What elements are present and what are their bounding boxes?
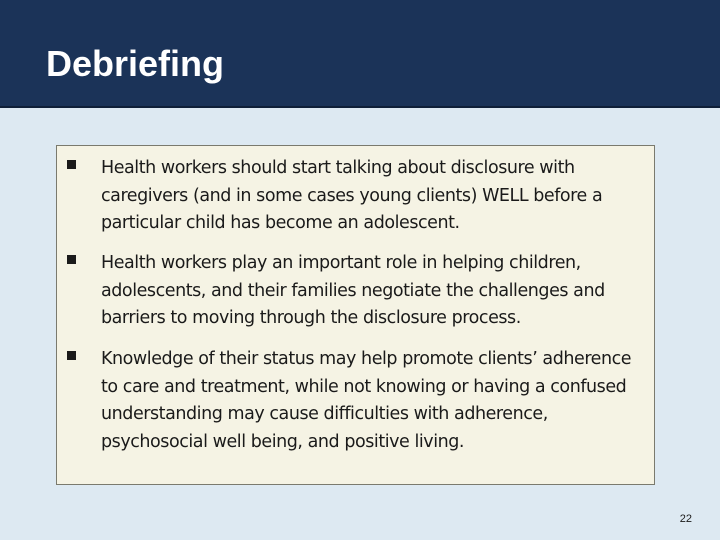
- bullet-text: Health workers should start talking about disclosure with caregivers (and in some cases young clients) WELL before a particular child has become an adolescent.: [101, 158, 603, 233]
- page-number: 22: [679, 513, 692, 525]
- bullet-text: Health workers play an important role in helping children, adolescents, and their families negotiate the challenges and barriers to moving through the disclosure process.: [101, 253, 605, 328]
- slide-title: Debriefing: [46, 43, 225, 84]
- square-bullet-icon: [66, 254, 77, 265]
- content-box: [56, 145, 655, 485]
- bullet-text: Knowledge of their status may help promote clients’ adherence to care and treatment, while not knowing or having a confused understanding may cause difficulties with adherence, psychosocial well being, and positive living.: [101, 349, 632, 452]
- bullet-item: [57, 155, 654, 239]
- square-bullet-icon: [66, 159, 77, 170]
- bullet-item: [57, 346, 654, 484]
- bullet-item: [57, 250, 654, 334]
- square-bullet-icon: [66, 350, 77, 361]
- title-bar: [0, 0, 720, 108]
